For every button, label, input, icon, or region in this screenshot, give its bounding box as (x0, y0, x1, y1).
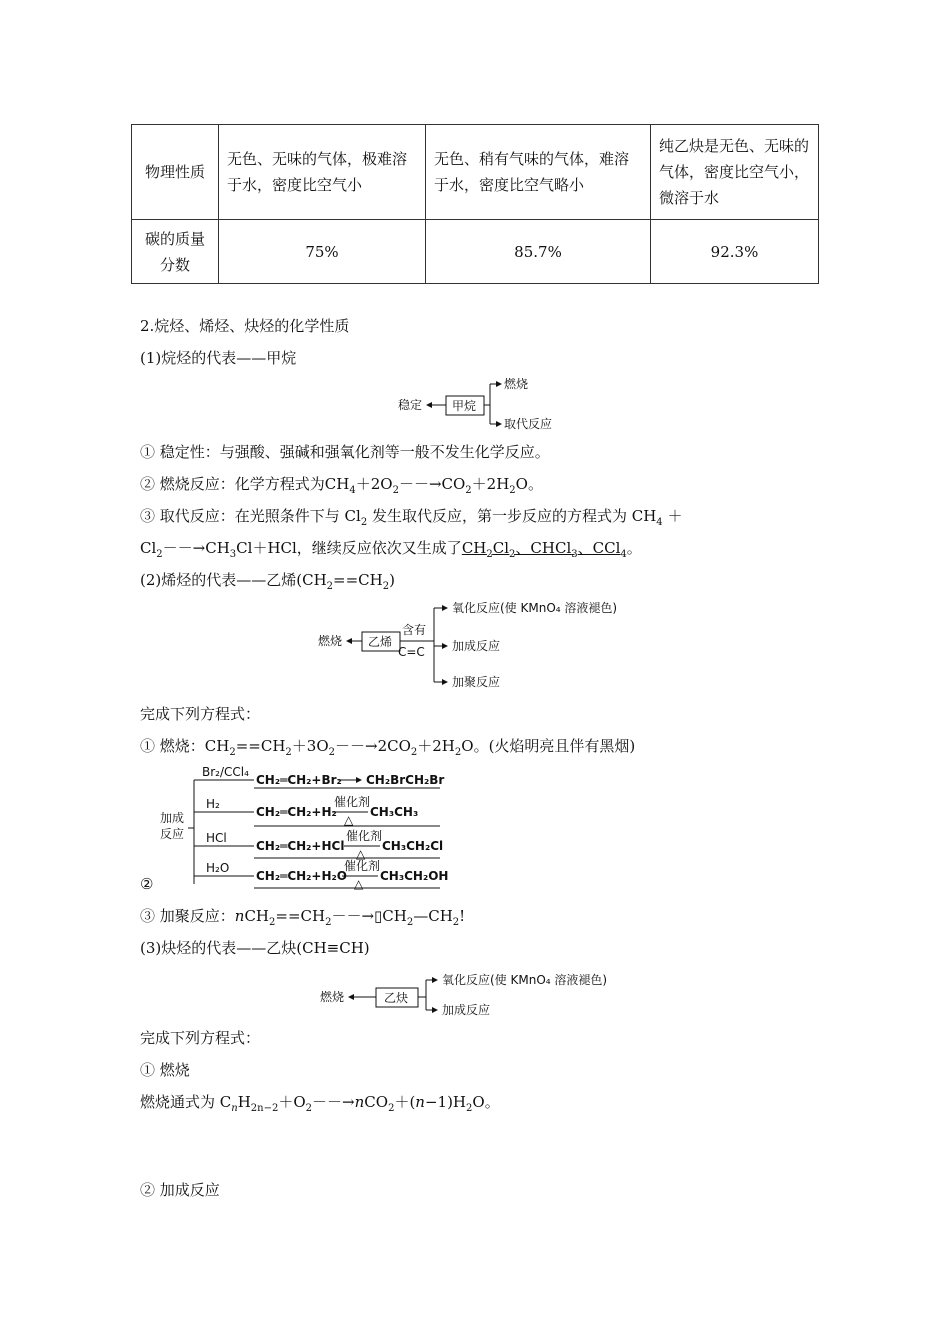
equation-lhs: CH₂═CH₂+H₂O (256, 869, 347, 883)
subsection-title: (2)烯烃的代表——乙烯$(CH_2==CH_2)$ (140, 571, 395, 592)
ethylene-diagram (310, 596, 660, 696)
methane-substitution-1: ③ 取代反应：在光照条件下与 $Cl_2$ 发生取代反应，第一步反应的方程式为 $CH_4$ ＋ (140, 507, 683, 528)
section-title: 2.烷烃、烯烃、炔烃的化学性质 (140, 317, 350, 335)
subsection-title: (3)炔烃的代表——乙炔(CH≡CH) (140, 939, 370, 957)
diagram-branch-label: 加成反应 (452, 639, 501, 653)
equation-rhs: CH₃CH₂Cl (382, 839, 444, 853)
equation-rhs: CH₃CH₂OH (380, 869, 449, 883)
table-cell: 纯乙炔是无色、无味的气体，密度比空气小，微溶于水 (651, 125, 819, 220)
diagram-bottom-label: 取代反应 (504, 417, 553, 431)
reagent-label: HCl (206, 831, 227, 845)
condition-top: 催化剂 (344, 859, 381, 873)
equation-rhs: CH₂BrCH₂Br (366, 773, 445, 787)
acetylene-combustion-heading: ① 燃烧 (140, 1061, 190, 1079)
diagram-contains-label: 含有 (402, 623, 427, 637)
diagram-center-label: 乙炔 (384, 991, 409, 1005)
diagram-left-label: 稳定 (398, 398, 423, 412)
diagram-top-label: 燃烧 (504, 377, 529, 391)
subsection-title: (1)烷烃的代表——甲烷 (140, 349, 297, 367)
equation-lhs: CH₂═CH₂+HCl (256, 839, 345, 853)
properties-table (131, 124, 819, 284)
diagram-left-label: 燃烧 (318, 634, 343, 648)
diagram-branch-label: 加聚反应 (452, 675, 501, 689)
table-row (132, 125, 819, 220)
reagent-label: Br₂/CCl₄ (202, 765, 249, 779)
acetylene-diagram (312, 964, 652, 1020)
condition-bottom: △ (356, 847, 366, 861)
row-label: 碳的质量分数 (132, 220, 219, 284)
table-row (132, 220, 819, 284)
table-cell: 无色、无味的气体，极难溶于水，密度比空气小 (219, 125, 426, 220)
methane-substitution-2: $Cl_2--\to CH_3Cl+HCl$，继续反应依次又生成了$CH_2Cl_2$、CHCl$_3$、CCl$_4$。 (140, 539, 642, 560)
diagram-side-label: 反应 (160, 827, 185, 841)
diagram-branch-label: 氧化反应(使 KMnO₄ 溶液褪色) (442, 973, 608, 987)
condition-top: 催化剂 (346, 829, 383, 843)
methane-stability: ① 稳定性：与强酸、强碱和强氧化剂等一般不发生化学反应。 (140, 443, 550, 461)
acetylene-combustion-equation: 燃烧通式为 $C_nH_{2n-2}+O_2--\to nCO_2+(n-1)H_2O$。 (140, 1093, 500, 1114)
equation-lhs: CH₂═CH₂+H₂ (256, 805, 337, 819)
condition-bottom: △ (354, 877, 364, 890)
diagram-branch-label: 加成反应 (442, 1003, 491, 1017)
condition-top: 催化剂 (334, 795, 371, 809)
methane-diagram (390, 372, 570, 436)
diagram-left-label: 燃烧 (320, 990, 345, 1004)
ethylene-polymerization: ③ 加聚反应：$nCH_2==CH_2--\to▯CH_2—CH_2$! (140, 907, 466, 928)
condition-bottom: △ (344, 813, 354, 827)
row-label: 物理性质 (132, 125, 219, 220)
addition-diagram (150, 762, 450, 890)
ethylene-combustion: ① 燃烧：$CH_2==CH_2+3O_2--\to 2CO_2+2H_2O$。(火焰明亮且伴有黑烟) (140, 737, 636, 758)
diagram-bond-label: C=C (398, 645, 425, 659)
methane-combustion: ② 燃烧反应：化学方程式为$CH_4+2O_2--\to CO_2+2H_2O$。 (140, 475, 543, 496)
diagram-side-label: 加成 (160, 811, 185, 825)
table-cell: 无色、稍有气味的气体，难溶于水，密度比空气略小 (426, 125, 651, 220)
instruction: 完成下列方程式： (140, 1029, 261, 1047)
table-cell: 85.7% (426, 220, 651, 284)
diagram-center-label: 甲烷 (452, 399, 477, 413)
equation-lhs: CH₂═CH₂+Br₂ (256, 773, 342, 787)
equation-rhs: CH₃CH₃ (370, 805, 419, 819)
diagram-center-label: 乙烯 (368, 635, 393, 649)
item-mark: ② (140, 875, 154, 893)
table-cell: 92.3% (651, 220, 819, 284)
table-cell: 75% (219, 220, 426, 284)
reagent-label: H₂O (206, 861, 230, 875)
diagram-branch-label: 氧化反应(使 KMnO₄ 溶液褪色) (452, 601, 618, 615)
reagent-label: H₂ (206, 797, 220, 811)
instruction: 完成下列方程式： (140, 705, 261, 723)
acetylene-addition-heading: ② 加成反应 (140, 1181, 220, 1199)
